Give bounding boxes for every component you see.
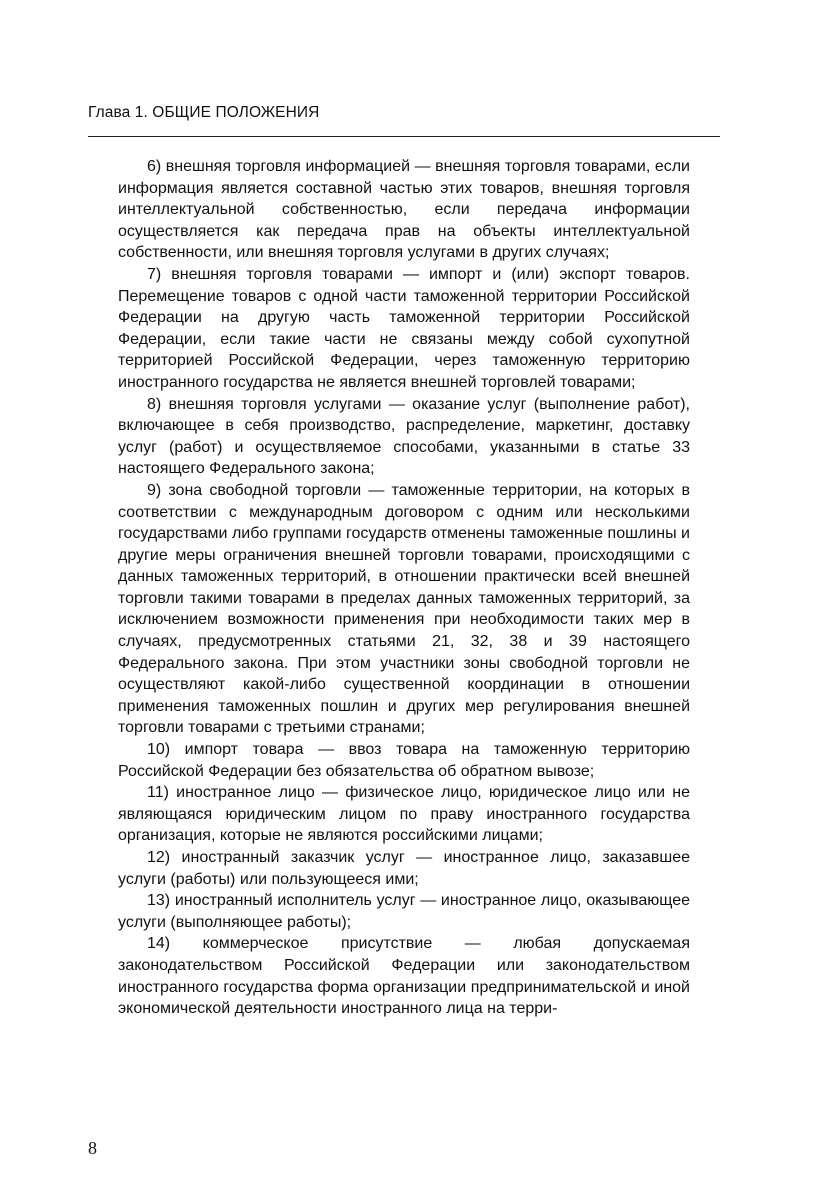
article-body	[118, 156, 690, 1020]
definition-paragraph-7: 7) внешняя торговля товарами — импорт и (или) экспорт товаров. Перемещение товаров с одной части таможенной территории Российской Федерации на другую часть таможенной территории Российской Федерации, если такие части не связаны между собой сухопутной территорией Российской Федерации, через таможенную территорию иностранного государства не является внешней торговлей товарами;	[118, 265, 690, 391]
header-rule	[88, 136, 720, 137]
definition-paragraph-8: 8) внешняя торговля услугами — оказание услуг (выполнение работ), включающее в себя производство, распределение, маркетинг, доставку услуг (работ) и осуществляемое способами, указанными в статье 33 настоящего Федерального закона;	[118, 395, 690, 478]
definition-paragraph-6: 6) внешняя торговля информацией — внешняя торговля товарами, если информация является составной частью этих товаров, внешняя торговля интеллектуальной собственностью, если передача информации осуществляется как передача прав на объекты интеллектуальной собственности, или внешняя торговля услугами в других случаях;	[118, 158, 690, 262]
definition-paragraph-14: 14) коммерческое присутствие — любая допускаемая законодательством Российской Федерации или законодательством иностранного государства форма организации предпринимательской и иной экономической деятельности иностранного лица на терри-	[118, 935, 690, 1018]
definition-paragraph-10: 10) импорт товара — ввоз товара на таможенную территорию Российской Федерации без обязательства об обратном вывозе;	[118, 741, 690, 780]
definition-paragraph-11: 11) иностранное лицо — физическое лицо, юридическое лицо или не являющаяся юридическим лицом по праву иностранного государства организация, которые не являются российскими лицами;	[118, 784, 690, 845]
definition-paragraph-9: 9) зона свободной торговли — таможенные территории, на которых в соответствии с международным договором с одним или несколькими государствами либо группами государств отменены таможенные пошлины и другие меры ограничения внешней торговли товарами, происходящими с данных таможенных территорий, в отношении практически всей внешней торговли такими товарами в пределах данных таможенных территорий, за исключением возможности применения при необходимости таких мер в случаях, предусмотренных статьями 21, 32, 38 и 39 настоящего Федерального закона. При этом участники зоны свободной торговли не осуществляют какой-либо существенной координации в отношении применения таможенных пошлин и других мер регулирования внешней торговли товарами с третьими странами;	[118, 481, 690, 737]
definition-paragraph-12: 12) иностранный заказчик услуг — иностранное лицо, заказавшее услуги (работы) или пользующееся ими;	[118, 849, 690, 888]
definition-paragraph-13: 13) иностранный исполнитель услуг — иностранное лицо, оказывающее услуги (выполняющее работы);	[118, 892, 690, 931]
page-number: 8	[88, 1138, 97, 1158]
chapter-header: Глава 1. ОБЩИЕ ПОЛОЖЕНИЯ	[88, 104, 320, 121]
